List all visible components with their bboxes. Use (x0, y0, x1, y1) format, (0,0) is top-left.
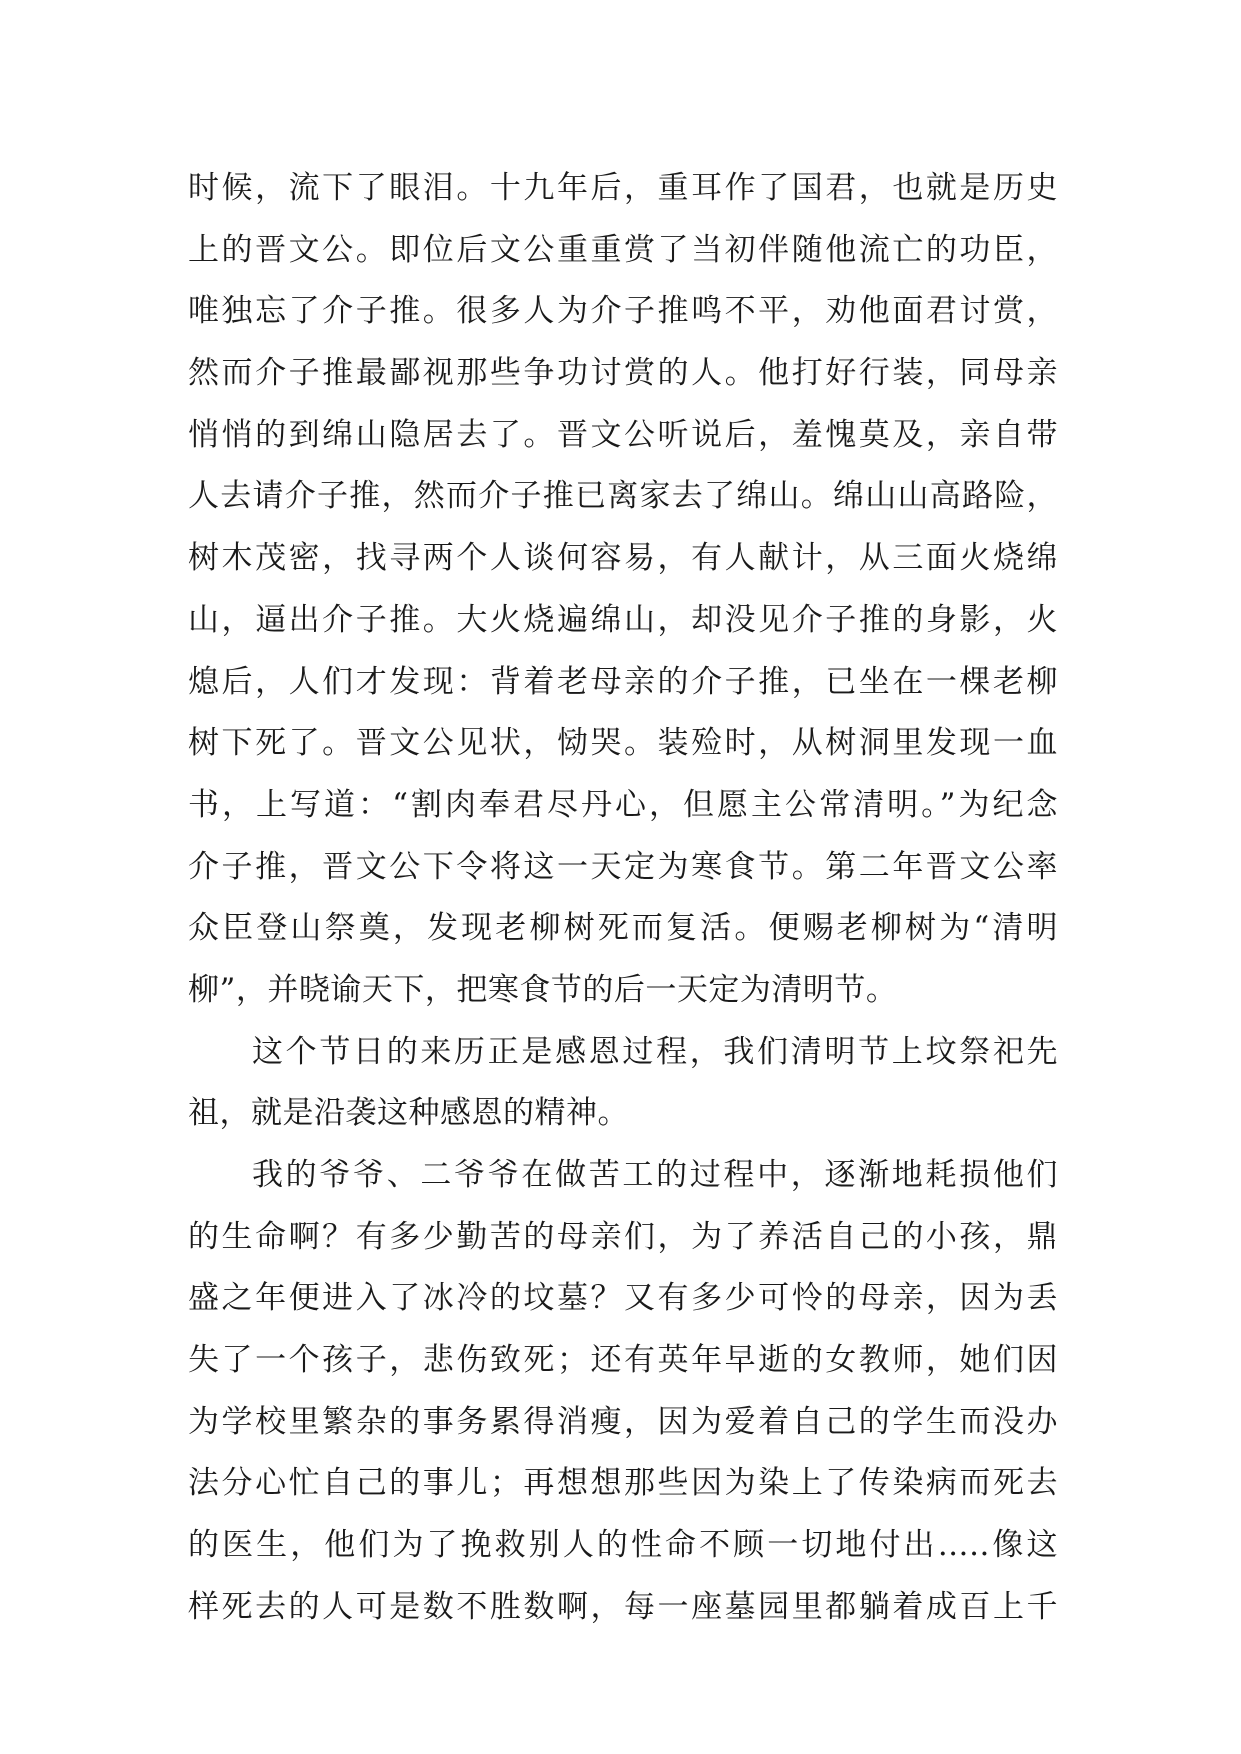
text-line: 上的晋文公。即位后文公重重赏了当初伴随他流亡的功臣， (188, 231, 1058, 268)
text-line: 时候，流下了眼泪。十九年后，重耳作了国君，也就是历史 (188, 170, 1058, 206)
text-line: 这个节日的来历正是感恩过程，我们清明节上坟祭祀先 (252, 1033, 1058, 1070)
text-line: 唯独忘了介子推。很多人为介子推鸣不平，劝他面君讨赏， (188, 293, 1058, 330)
text-line: 众臣登山祭奠，发现老柳树死而复活。便赐老柳树为“清明 (188, 910, 1058, 947)
text-line: 书，上写道：“割肉奉君尽丹心，但愿主公常清明。”为纪念 (188, 786, 1058, 823)
text-line: 祖，就是沿袭这种感恩的精神。 (188, 1095, 629, 1132)
text-line: 法分心忙自己的事儿；再想想那些因为染上了传染病而死去 (188, 1465, 1058, 1502)
text-line: 山，逼出介子推。大火烧遍绵山，却没见介子推的身影，火 (188, 601, 1058, 638)
text-line: 失了一个孩子，悲伤致死；还有英年早逝的女教师，她们因 (188, 1342, 1058, 1379)
text-line: 树下死了。晋文公见状，恸哭。装殓时，从树洞里发现一血 (188, 725, 1058, 762)
text-line: 柳”，并晓谕天下，把寒食节的后一天定为清明节。 (188, 971, 898, 1008)
text-line: 然而介子推最鄙视那些争功讨赏的人。他打好行装，同母亲 (188, 355, 1058, 392)
text-line: 的医生，他们为了挽救别人的性命不顾一切地付出…..像这 (188, 1527, 1058, 1564)
text-line: 盛之年便进入了冰冷的坟墓？又有多少可怜的母亲，因为丢 (188, 1280, 1058, 1317)
body-text (188, 158, 1058, 1639)
text-line: 样死去的人可是数不胜数啊，每一座墓园里都躺着成百上千 (188, 1588, 1058, 1625)
text-line: 我的爷爷、二爷爷在做苦工的过程中，逐渐地耗损他们 (252, 1157, 1058, 1193)
text-line: 熄后，人们才发现：背着老母亲的介子推，已坐在一棵老柳 (188, 663, 1058, 700)
text-line: 人去请介子推，然而介子推已离家去了绵山。绵山山高路险， (188, 478, 1058, 515)
text-line: 的生命啊？有多少勤苦的母亲们，为了养活自己的小孩，鼎 (188, 1218, 1058, 1255)
text-line: 树木茂密，找寻两个人谈何容易，有人献计，从三面火烧绵 (188, 540, 1058, 577)
text-line: 悄悄的到绵山隐居去了。晋文公听说后，羞愧莫及，亲自带 (188, 416, 1058, 453)
text-line: 介子推，晋文公下令将这一天定为寒食节。第二年晋文公率 (188, 848, 1058, 885)
text-line: 为学校里繁杂的事务累得消瘦，因为爱着自己的学生而没办 (188, 1403, 1058, 1440)
